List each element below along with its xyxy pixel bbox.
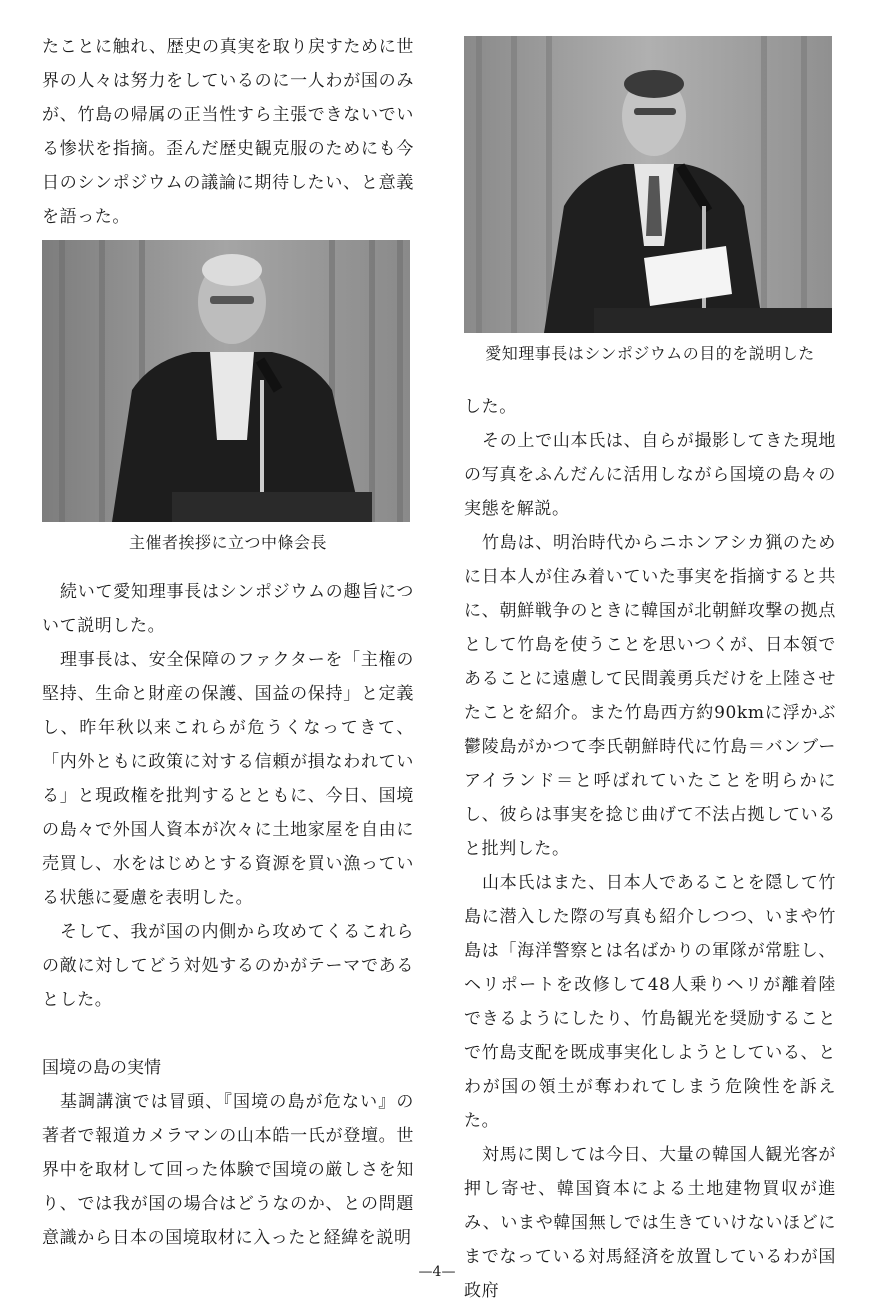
left-paragraph-1: たことに触れ、歴史の真実を取り戻すために世界の人々は努力をしているのに一人わが国のみが、竹島の帰属の正当性すら主張できないでいる惨状を指摘。歪んだ歴史観克服のためにも今日のシンポジウムの議論に期待したい、と意義を語った。 — [42, 37, 414, 227]
left-paragraph-2: 続いて愛知理事長はシンポジウムの趣旨について説明した。 — [42, 582, 414, 636]
left-photo-caption: 主催者挨拶に立つ中條会長 — [128, 533, 327, 552]
right-paragraph-1: した。 — [464, 397, 517, 417]
left-column — [42, 0, 414, 1255]
right-column — [464, 0, 836, 1308]
right-paragraph-2: その上で山本氏は、自らが撮影してきた現地の写真をふんだんに活用しながら国境の島々の実態を解説。 — [464, 431, 836, 519]
director-speech-photo — [464, 36, 832, 333]
right-paragraph-4: 山本氏はまた、日本人であることを隠して竹島に潜入した際の写真も紹介しつつ、いまや竹島は「海洋警察とは名ばかりの軍隊が常駐し、ヘリポートを改修して48人乗りヘリが離着陸できるようにしたり、竹島観光を奨励することで竹島支配を既成事実化しようとしている、とわが国の領土が奪われてしまう危険性を訴えた。 — [464, 873, 836, 1131]
right-paragraph-5: 対馬に関しては今日、大量の韓国人観光客が押し寄せ、韓国資本による土地建物買収が進み、いまや韓国無しでは生きていけないほどにまでなっている対馬経済を放置しているわが国政府 — [464, 1145, 836, 1301]
page-number: —4— — [418, 1264, 456, 1280]
chairman-speech-photo — [42, 240, 410, 522]
right-paragraph-3: 竹島は、明治時代からニホンアシカ猟のために日本人が住み着いていた事実を指摘すると共に、朝鮮戦争のときに韓国が北朝鮮攻撃の拠点として竹島を使うことを思いつくが、日本領であることに遠慮して民間義勇兵だけを上陸させたことを紹介。また竹島西方約90kmに浮かぶ鬱陵島がかつて李氏朝鮮時代に竹島＝バンブーアイランド＝と呼ばれていたことを明らかにし、彼らは事実を捻じ曲げて不法占拠していると批判した。 — [464, 533, 836, 859]
section-heading: 国境の島の実情 — [42, 1058, 161, 1078]
left-paragraph-3: 理事長は、安全保障のファクターを「主権の堅持、生命と財産の保護、国益の保持」と定義し、昨年秋以来これらが危うくなってきて、「内外ともに政策に対する信頼が損なわれている」と現政権を批判するとともに、今日、国境の島々で外国人資本が次々に土地家屋を自由に売買し、水をはじめとする資源を買い漁っている状態に憂慮を表明した。 — [42, 650, 414, 908]
left-paragraph-4: そして、我が国の内側から攻めてくるこれらの敵に対してどう対処するのかがテーマであるとした。 — [42, 922, 414, 1010]
right-photo-caption: 愛知理事長はシンポジウムの目的を説明した — [485, 344, 815, 363]
left-paragraph-5: 基調講演では冒頭、『国境の島が危ない』の著者で報道カメラマンの山本皓一氏が登壇。世界中を取材して回った体験で国境の厳しさを知り、では我が国の場合はどうなのか、との問題意識から日本の国境取材に入ったと経緯を説明 — [42, 1092, 414, 1248]
